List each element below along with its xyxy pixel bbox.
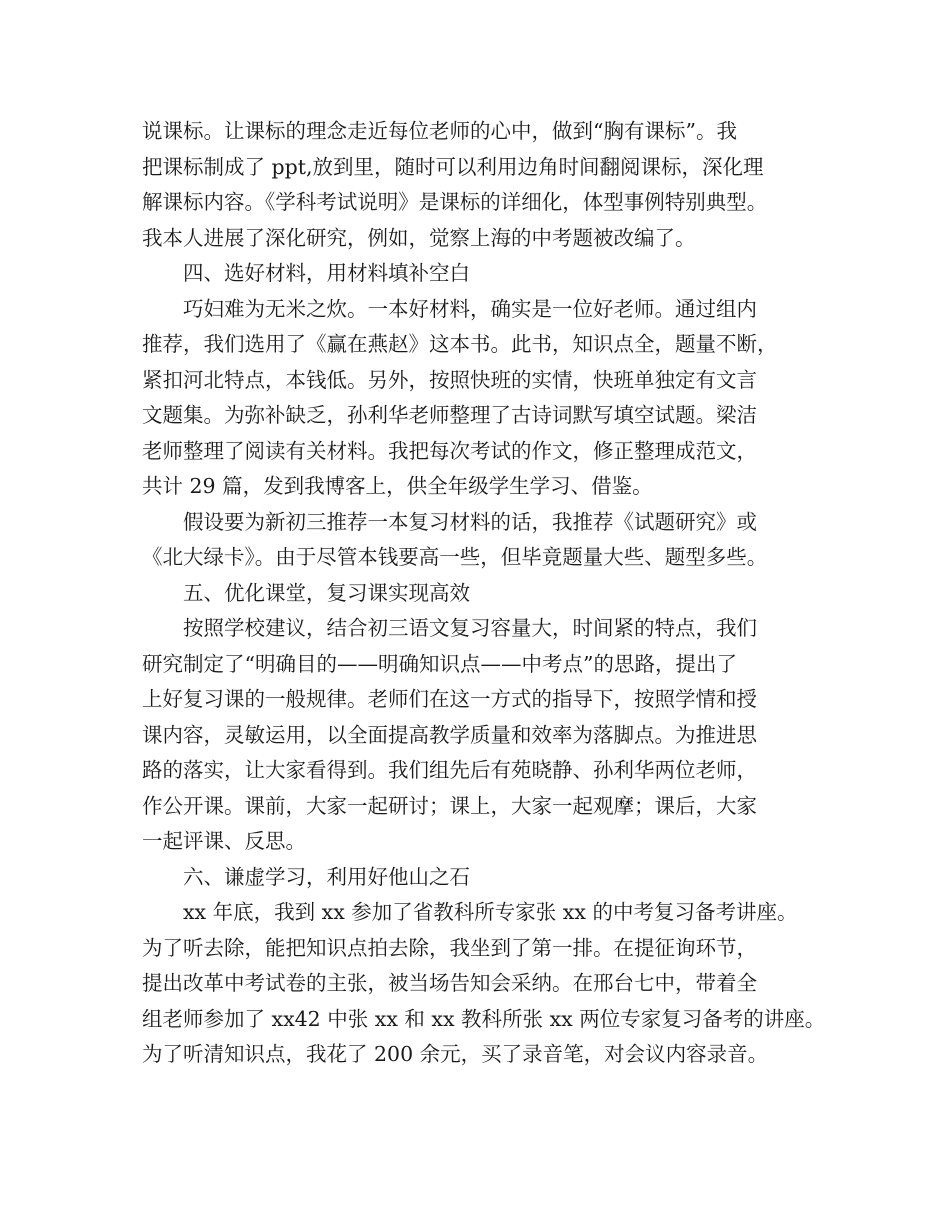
text-line: 解课标内容。《学科考试说明》是课标的详细化，体型事例特别典型。 xyxy=(142,190,768,214)
text-line: xx 年底，我到 xx 参加了省教科所专家张 xx 的中考复习备考讲座。 xyxy=(183,900,798,924)
text-line: 假设要为新初三推荐一本复习材料的话，我推荐《试题研究》或 xyxy=(183,509,757,534)
section-heading: 五、优化课堂，复习课实现高效 xyxy=(183,580,470,605)
text-line: 我本人进展了深化研究，例如，觉察上海的中考题被改编了。 xyxy=(142,225,696,250)
document-body xyxy=(142,116,826,1075)
text-line: 《北大绿卡》。由于尽管本钱要高一些，但毕竟题量大些、题型多些。 xyxy=(142,545,768,569)
text-line: 一起评课、反思。 xyxy=(142,829,306,853)
text-line: 巧妇难为无米之炊。一本好材料，确实是一位好老师。通过组内 xyxy=(183,296,757,321)
section-heading: 六、谦虚学习，利用好他山之石 xyxy=(183,864,470,889)
text-line: 为了听去除，能把知识点拍去除，我坐到了第一排。在提征询环节， xyxy=(142,935,757,960)
section-heading: 四、选好材料，用材料填补空白 xyxy=(183,261,470,285)
text-line: 路的落实，让大家看得到。我们组先后有苑晓静、孙利华两位老师， xyxy=(142,758,757,782)
text-line: 紧扣河北特点，本钱低。另外，按照快班的实情，快班单独定有文言 xyxy=(142,367,757,392)
text-line: 说课标。让课标的理念走近每位老师的心中，做到“胸有课标”。我 xyxy=(142,119,737,143)
text-line: 文题集。为弥补缺乏，孙利华老师整理了古诗词默写填空试题。梁洁 xyxy=(142,403,757,427)
text-line: 共计 29 篇，发到我博客上，供全年级学生学习、借鉴。 xyxy=(142,474,653,498)
text-line: 老师整理了阅读有关材料。我把每次考试的作文，修正整理成范文， xyxy=(142,438,757,463)
text-line: 推荐，我们选用了《赢在燕赵》这本书。此书，知识点全，题量不断， xyxy=(142,332,778,356)
text-line: 为了听清知识点，我花了 200 余元，买了录音笔，对会议内容录音。 xyxy=(142,1042,769,1066)
text-line: 按照学校建议，结合初三语文复习容量大，时间紧的特点，我们 xyxy=(183,616,757,640)
text-line: 上好复习课的一般规律。老师们在这一方式的指导下，按照学情和授 xyxy=(142,687,757,711)
text-line: 研究制定了“明确目的——明确知识点——中考点”的思路，提出了 xyxy=(142,651,737,676)
text-line: 组老师参加了 xx42 中张 xx 和 xx 教科所张 xx 两位专家复习备考的讲座。 xyxy=(142,1006,826,1031)
text-line: 作公开课。课前，大家一起研讨；课上，大家一起观摩；课后，大家 xyxy=(142,793,757,818)
text-line: 提出改革中考试卷的主张，被当场告知会采纳。在邢台七中，带着全 xyxy=(142,971,757,995)
text-line: 把课标制成了 ppt,放到里，随时可以利用边角时间翻阅课标，深化理 xyxy=(142,154,764,179)
text-line: 课内容，灵敏运用，以全面提高教学质量和效率为落脚点。为推进思 xyxy=(142,722,757,747)
